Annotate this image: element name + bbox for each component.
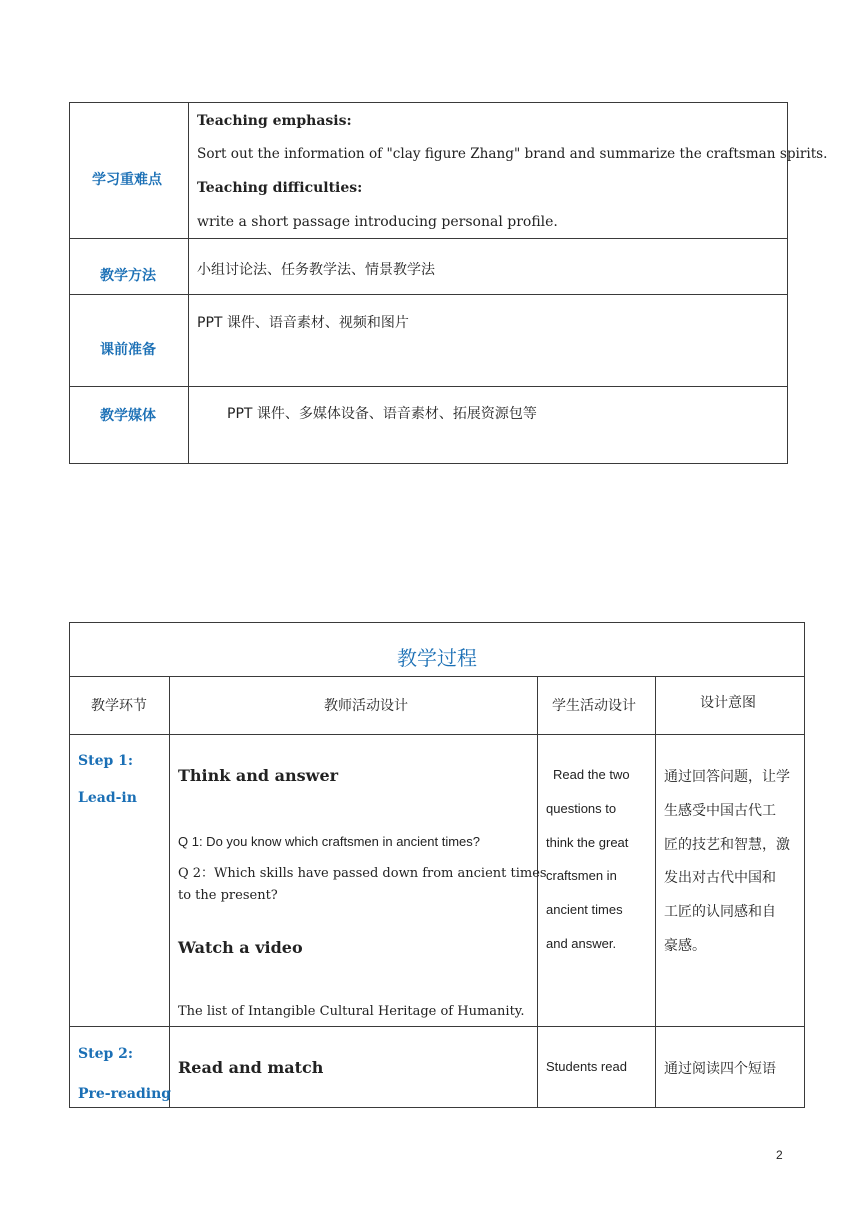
step2-label: Step 2: (78, 1046, 134, 1062)
question-2-line1: Q 2：Which skills have passed down from ancient times (178, 866, 547, 881)
design-intent-line: 通过回答问题，让学 (664, 769, 790, 785)
design-intent-line: 匠的技艺和智慧，激 (664, 837, 790, 853)
read-and-match-heading: Read and match (178, 1058, 324, 1077)
student-activity-line: and answer. (546, 936, 617, 951)
student-activity-line: think the great (546, 835, 629, 850)
design-intent-line: 发出对古代中国和 (664, 870, 776, 886)
methods-content: 小组讨论法、任务教学法、情景教学法 (197, 262, 435, 278)
student-activity-step2: Students read (546, 1059, 627, 1074)
teaching-emphasis-text: Sort out the information of "clay figure Zhang" brand and summarize the craftsman spirits. (197, 146, 828, 162)
row-label-media: 教学媒体 (100, 408, 156, 424)
row-label-key-points: 学习重难点 (92, 172, 162, 188)
page-number: 2 (776, 1148, 783, 1162)
watch-video-heading: Watch a video (178, 938, 303, 957)
teaching-process-title: 教学过程 (397, 646, 477, 670)
header-student-activity: 学生活动设计 (552, 698, 636, 714)
teaching-difficulties-heading: Teaching difficulties: (197, 180, 363, 196)
design-intent-step2: 通过阅读四个短语 (664, 1061, 776, 1077)
video-note: The list of Intangible Cultural Heritage of Humanity. (178, 1004, 525, 1019)
row-label-preparation: 课前准备 (100, 342, 156, 358)
step1-label: Step 1: (78, 753, 134, 769)
row-label-methods: 教学方法 (100, 268, 156, 284)
think-and-answer-heading: Think and answer (178, 766, 339, 785)
design-intent-line: 豪感。 (664, 938, 706, 954)
question-2-line2: to the present? (178, 888, 278, 903)
design-intent-line: 工匠的认同感和自 (664, 904, 776, 920)
student-activity-line: questions to (546, 801, 617, 816)
header-teacher-activity: 教师活动设计 (324, 698, 408, 714)
student-activity-line: ancient times (546, 902, 623, 917)
step2-stage: Pre-reading (78, 1086, 172, 1102)
question-1: Q 1: Do you know which craftsmen in ancient times? (178, 834, 481, 849)
teaching-difficulties-text: write a short passage introducing personal profile. (197, 214, 558, 230)
preparation-content: PPT 课件、语音素材、视频和图片 (197, 315, 409, 331)
media-content: PPT 课件、多媒体设备、语音素材、拓展资源包等 (227, 406, 537, 422)
student-activity-line: craftsmen in (546, 868, 617, 883)
design-intent-line: 生感受中国古代工 (664, 803, 776, 819)
step1-stage: Lead-in (78, 790, 137, 806)
header-design-intent: 设计意图 (700, 695, 756, 711)
teaching-emphasis-heading: Teaching emphasis: (197, 113, 352, 129)
student-activity-line: Read the two (553, 767, 630, 782)
header-stage: 教学环节 (91, 698, 147, 714)
